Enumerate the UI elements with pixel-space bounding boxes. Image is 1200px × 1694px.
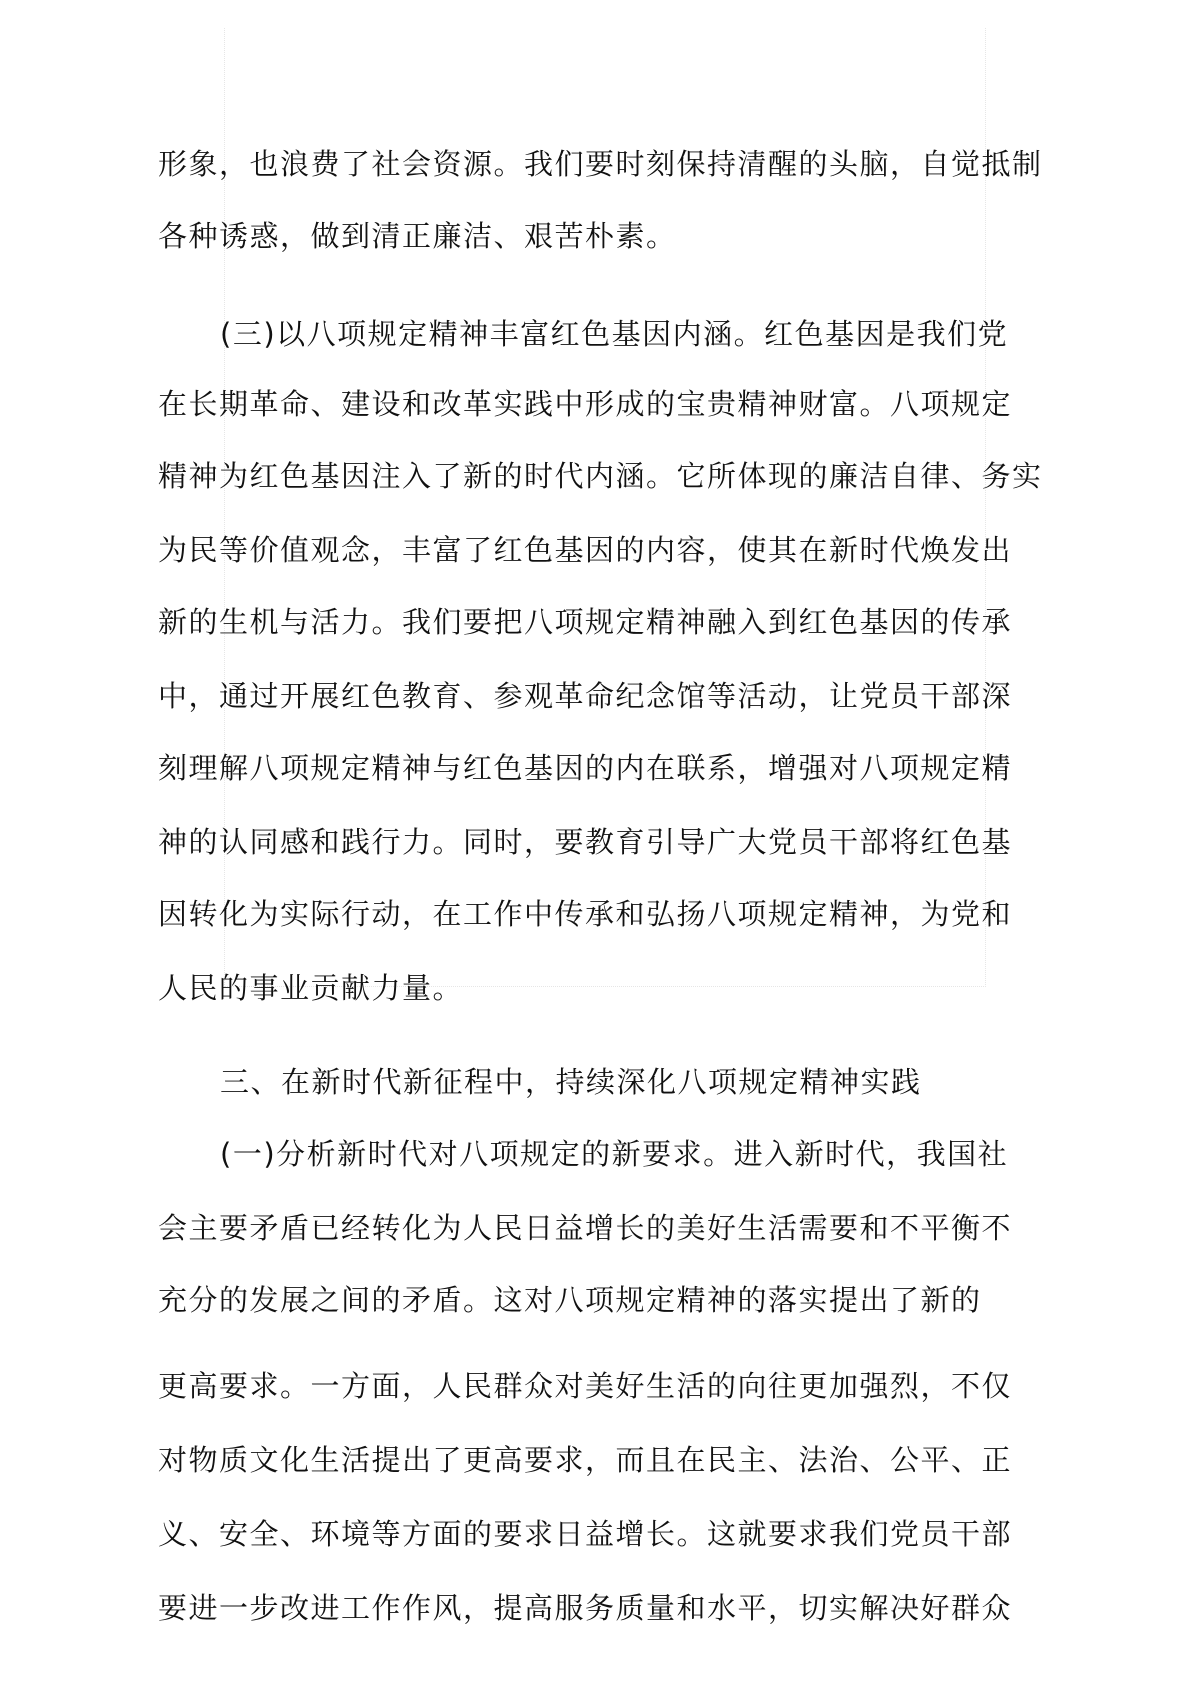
body-text-line: 各种诱惑，做到清正廉洁、艰苦朴素。 (158, 219, 677, 253)
body-text-line: 会主要矛盾已经转化为人民日益增长的美好生活需要和不平衡不 (158, 1211, 1013, 1245)
body-text-line: 充分的发展之间的矛盾。这对八项规定精神的落实提出了新的 (158, 1283, 982, 1317)
section-paragraph-start: (三)以八项规定精神丰富红色基因内涵。红色基因是我们党 (220, 317, 1009, 351)
body-text-line: 新的生机与活力。我们要把八项规定精神融入到红色基因的传承 (158, 605, 1013, 639)
body-text-line: 因转化为实际行动，在工作中传承和弘扬八项规定精神，为党和 (158, 897, 1013, 931)
body-text-line: 对物质文化生活提出了更高要求，而且在民主、法治、公平、正 (158, 1443, 1013, 1477)
body-text-line: 更高要求。一方面，人民群众对美好生活的向往更加强烈，不仅 (158, 1369, 1013, 1403)
body-text-line: 为民等价值观念，丰富了红色基因的内容，使其在新时代焕发出 (158, 533, 1013, 567)
body-text-line: 人民的事业贡献力量。 (158, 971, 464, 1005)
body-text-line: 中，通过开展红色教育、参观革命纪念馆等活动，让党员干部深 (158, 679, 1013, 713)
section-heading: 三、在新时代新征程中，持续深化八项规定精神实践 (220, 1065, 922, 1099)
body-text-line: 义、安全、环境等方面的要求日益增长。这就要求我们党员干部 (158, 1517, 1013, 1551)
body-text-line: 要进一步改进工作作风，提高服务质量和水平，切实解决好群众 (158, 1591, 1013, 1625)
body-text-line: 刻理解八项规定精神与红色基因的内在联系，增强对八项规定精 (158, 751, 1013, 785)
body-text-line: 形象，也浪费了社会资源。我们要时刻保持清醒的头脑，自觉抵制 (158, 147, 1043, 181)
body-text-line: 神的认同感和践行力。同时，要教育引导广大党员干部将红色基 (158, 825, 1013, 859)
body-text-line: 在长期革命、建设和改革实践中形成的宝贵精神财富。八项规定 (158, 387, 1013, 421)
section-paragraph-start: (一)分析新时代对八项规定的新要求。进入新时代，我国社 (220, 1137, 1009, 1171)
body-text-line: 精神为红色基因注入了新的时代内涵。它所体现的廉洁自律、务实 (158, 459, 1043, 493)
